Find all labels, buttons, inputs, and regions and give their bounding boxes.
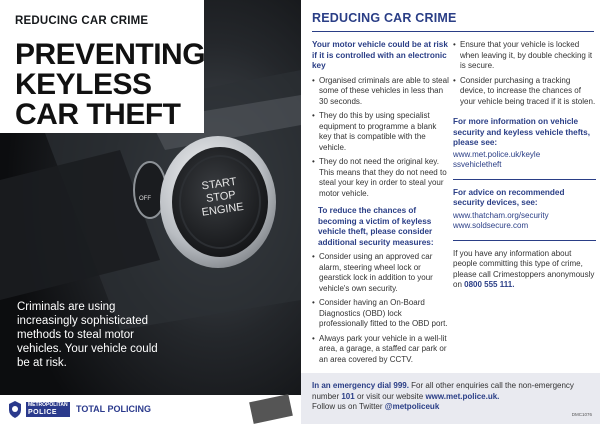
crimestoppers-number[interactable]: 0800 555 111. bbox=[464, 280, 515, 289]
list-item: • Always park your vehicle in a well-lit area, a garage, a staffed car park or an area covered by CCTV. bbox=[312, 334, 450, 366]
website-prefix: or visit our website bbox=[356, 391, 424, 401]
headline-line-2: KEYLESS bbox=[15, 68, 152, 101]
headline-line-1: PREVENTING bbox=[15, 38, 206, 71]
measures-heading: To reduce the chances of becoming a victim of keyless vehicle theft, please consider additional security measures: bbox=[318, 206, 434, 247]
stop-word: STOP bbox=[205, 188, 237, 206]
tagline: TOTAL POLICING bbox=[76, 404, 152, 414]
more-measures-list bbox=[453, 40, 596, 107]
start-stop-label bbox=[192, 174, 251, 220]
advice-divider bbox=[453, 240, 596, 241]
info-divider bbox=[453, 179, 596, 180]
website-link[interactable]: www.met.police.uk. bbox=[425, 391, 500, 401]
crest-icon bbox=[8, 401, 22, 418]
risk-list bbox=[312, 76, 450, 200]
right-title: REDUCING CAR CRIME bbox=[312, 11, 457, 25]
soldsecure-link[interactable]: www.soldsecure.com bbox=[453, 221, 529, 230]
right-panel bbox=[301, 0, 600, 424]
info-block bbox=[453, 117, 596, 171]
headline-line-3: CAR THEFT bbox=[15, 98, 181, 131]
engine-word: ENGINE bbox=[201, 201, 245, 219]
list-item: • Organised criminals are able to steal some of these vehicles in less than 30 seconds. bbox=[312, 76, 450, 108]
eco-off-label: OFF bbox=[139, 196, 151, 202]
info-heading: For more information on vehicle security and keyless vehicle thefts, please see: bbox=[453, 117, 590, 147]
logo-line-1: METROPOLITAN bbox=[28, 402, 68, 408]
column-a bbox=[312, 40, 450, 369]
non-emergency-number[interactable]: 101 bbox=[341, 391, 355, 401]
crimestoppers-text: If you have any information about people committing this type of crime, please call Crimestoppers anonymously on bbox=[453, 248, 595, 289]
title-box bbox=[0, 0, 204, 133]
list-item: • They do this by using specialist equipment to programme a blank key that is compatible with the vehicle. bbox=[312, 111, 450, 153]
risk-heading: Your motor vehicle could be at risk if it is controlled with an electronic key bbox=[312, 40, 448, 70]
list-item: • Consider using an approved car alarm, steering wheel lock or gearstick lock in addition to your vehicle's own security. bbox=[312, 252, 450, 294]
left-blurb: Criminals are using increasingly sophisticated methods to steal motor vehicles. Your vehicle could be at risk. bbox=[17, 301, 158, 369]
advice-block bbox=[453, 188, 596, 232]
thatcham-link[interactable]: www.thatcham.org/security bbox=[453, 210, 549, 220]
info-link[interactable]: www.met.police.uk/keylessvehicletheft bbox=[453, 149, 541, 169]
kicker: REDUCING CAR CRIME bbox=[15, 15, 149, 27]
logo-line-2: POLICE bbox=[26, 408, 70, 417]
title-divider bbox=[312, 31, 594, 32]
logo-words bbox=[26, 402, 70, 417]
document-ref: DMC1076 bbox=[571, 411, 592, 417]
headline bbox=[15, 40, 204, 130]
measures-list bbox=[312, 252, 450, 365]
twitter-handle[interactable]: @metpoliceuk bbox=[384, 402, 440, 411]
advice-heading: For advice on recommended security devices, see: bbox=[453, 187, 565, 207]
twitter-prefix: Follow us on Twitter bbox=[312, 402, 383, 411]
start-word: START bbox=[200, 175, 238, 193]
emergency-text: In an emergency dial 999. bbox=[312, 381, 409, 390]
list-item: • Ensure that your vehicle is locked when leaving it, by double checking it is secure. bbox=[453, 40, 596, 72]
list-item: • Consider purchasing a tracking device, to increase the chances of your vehicle being traced if it is stolen. bbox=[453, 76, 596, 108]
column-b bbox=[453, 40, 596, 291]
met-police-logo bbox=[8, 399, 70, 420]
enquiries-text: For all other enquiries call the non-emergency number bbox=[312, 381, 574, 401]
list-item: • Consider having an On-Board Diagnostics (OBD) lock professionally fitted to the OBD port. bbox=[312, 298, 450, 330]
contact-band bbox=[301, 373, 600, 424]
crimestoppers-block bbox=[453, 249, 596, 291]
list-item: • They do not need the original key. This means that they do not need to steal your key in order to steal your motor vehicle. bbox=[312, 157, 450, 199]
